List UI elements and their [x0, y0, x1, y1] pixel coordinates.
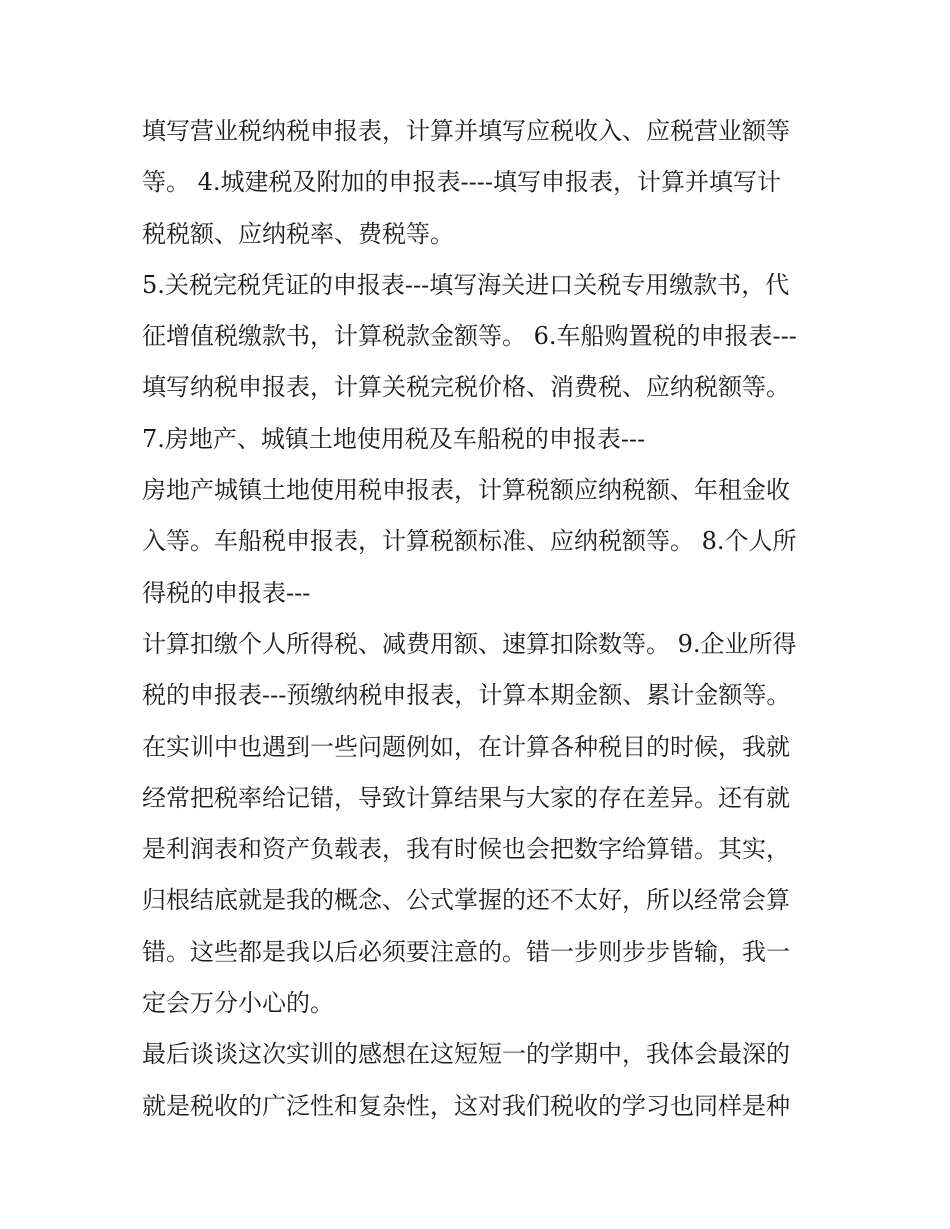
- text-line: 房地产城镇土地使用税申报表，计算税额应纳税额、年租金收: [142, 476, 790, 505]
- text-line: 税的申报表---预缴纳税申报表，计算本期金额、累计金额等。: [142, 681, 791, 710]
- text-line: 填写营业税纳税申报表，计算并填写应税收入、应税营业额等: [142, 117, 790, 145]
- text-line: 就是税收的广泛性和复杂性，这对我们税收的学习也同样是种: [142, 1091, 790, 1120]
- text-line: 经常把税率给记错，导致计算结果与大家的存在差异。还有就: [142, 783, 790, 812]
- text-line: 7.房地产、城镇土地使用税及车船税的申报表---: [142, 424, 646, 453]
- text-line: 5.关税完税凭证的申报表---填写海关进口关税专用缴款书，代: [142, 270, 790, 299]
- text-line: 归根结底就是我的概念、公式掌握的还不太好，所以经常会算: [142, 886, 790, 915]
- text-line: 定会万分小心的。: [142, 989, 334, 1018]
- text-line: 计算扣缴个人所得税、减费用额、速算扣除数等。 9.企业所得: [142, 629, 797, 658]
- document-body: [142, 106, 822, 1132]
- text-line: 等。 4.城建税及附加的申报表----填写申报表，计算并填写计: [142, 168, 781, 197]
- text-line: 得税的申报表---: [142, 578, 311, 607]
- text-line: 税税额、应纳税率、费税等。: [142, 219, 454, 248]
- text-line: 在实训中也遇到一些问题例如，在计算各种税目的时候，我就: [142, 732, 790, 761]
- text-line: 填写纳税申报表，计算关税完税价格、消费税、应纳税额等。: [142, 373, 790, 402]
- text-line: 入等。车船税申报表，计算税额标准、应纳税额等。 8.个人所: [142, 527, 797, 556]
- text-line: 征增值税缴款书，计算税款金额等。 6.车船购置税的申报表---: [142, 322, 797, 351]
- text-line: 最后谈谈这次实训的感想在这短短一的学期中，我体会最深的: [142, 1040, 790, 1069]
- text-line: 错。这些都是我以后必须要注意的。错一步则步步皆输，我一: [142, 937, 790, 966]
- text-line: 是利润表和资产负载表，我有时候也会把数字给算错。其实，: [142, 835, 790, 864]
